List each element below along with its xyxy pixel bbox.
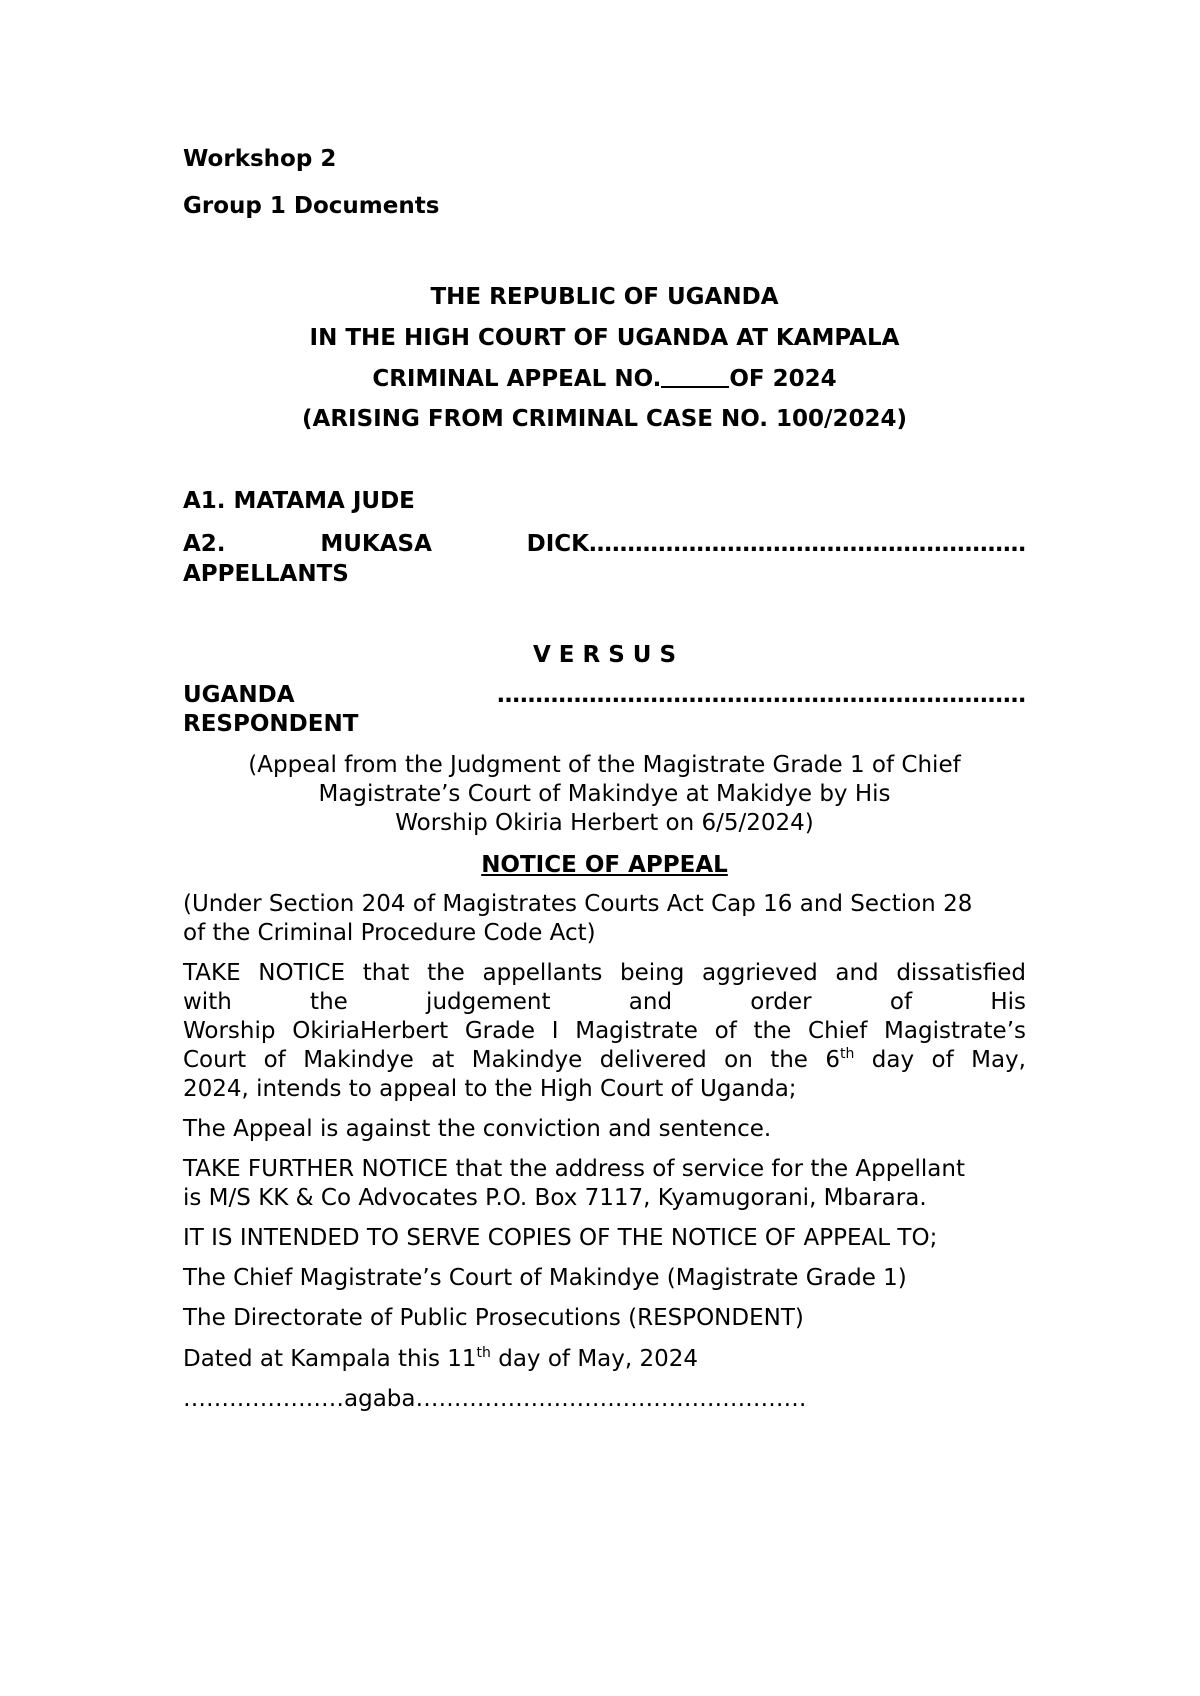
- appeal-from-line-3: Worship Okiria Herbert on 6/5/2024): [395, 810, 814, 836]
- take-notice-line-4-b: day of May,: [854, 1047, 1026, 1073]
- take-notice-line-4-a: Court of Makindye at Makindye delivered on the 6: [183, 1047, 841, 1073]
- appeal-number-suffix: OF 2024: [729, 366, 837, 392]
- appellant-2-row: [183, 531, 1026, 557]
- signature-line: …………………agaba……………………………………………: [183, 1386, 807, 1412]
- serve-recipient-2: The Directorate of Public Prosecutions (RESPONDENT): [183, 1305, 804, 1331]
- dated-text-a: Dated at Kampala this 11: [183, 1346, 477, 1372]
- arising-from: (ARISING FROM CRIMINAL CASE NO. 100/2024): [302, 406, 907, 432]
- appellant-2-first: MUKASA: [320, 531, 432, 557]
- appeal-against: The Appeal is against the conviction and sentence.: [183, 1116, 772, 1142]
- appellant-1: A1. MATAMA JUDE: [183, 488, 415, 514]
- take-notice-line-2: with the judgement and order of His: [183, 989, 1026, 1015]
- group-heading: Group 1 Documents: [183, 193, 440, 219]
- workshop-heading: Workshop 2: [183, 146, 337, 172]
- republic-heading: THE REPUBLIC OF UGANDA: [430, 284, 779, 310]
- versus: V E R S U S: [532, 642, 677, 668]
- under-section-line-2: of the Criminal Procedure Code Act): [183, 920, 596, 946]
- appeal-number-prefix: CRIMINAL APPEAL NO.: [372, 366, 662, 392]
- dated-ordinal: th: [476, 1345, 491, 1361]
- serve-recipient-1: The Chief Magistrate’s Court of Makindye (Magistrate Grade 1): [183, 1265, 907, 1291]
- take-notice-line-3: Worship OkiriaHerbert Grade I Magistrate of the Chief Magistrate’s: [183, 1018, 1026, 1044]
- appeal-number-blank: [661, 366, 729, 388]
- respondent-dots: ……………………………………………………………: [497, 682, 1026, 708]
- further-notice-line-2: is M/S KK & Co Advocates P.O. Box 7117, Kyamugorani, Mbarara.: [183, 1185, 927, 1211]
- appeal-from-line-1: (Appeal from the Judgment of the Magistrate Grade 1 of Chief: [248, 752, 961, 778]
- under-section-line-1: (Under Section 204 of Magistrates Courts Act Cap 16 and Section 28: [183, 891, 973, 917]
- appeal-number: [183, 366, 1026, 392]
- dated-line: [183, 1346, 698, 1372]
- appellant-2-label: A2.: [183, 531, 226, 557]
- appellants-label: APPELLANTS: [183, 561, 349, 587]
- take-notice-ordinal: th: [840, 1046, 855, 1062]
- respondent-name: UGANDA: [183, 682, 295, 708]
- appeal-from-line-2: Magistrate’s Court of Makindye at Makidye by His: [318, 781, 891, 807]
- respondent-row: [183, 682, 1026, 708]
- take-notice-line-4: [183, 1047, 1026, 1073]
- court-heading: IN THE HIGH COURT OF UGANDA AT KAMPALA: [309, 325, 900, 351]
- further-notice-line-1: TAKE FURTHER NOTICE that the address of service for the Appellant: [183, 1156, 965, 1182]
- document-page: [183, 0, 1026, 1696]
- respondent-label: RESPONDENT: [183, 711, 359, 737]
- notice-title-text: NOTICE OF APPEAL: [481, 852, 728, 878]
- dated-text-b: day of May, 2024: [490, 1346, 699, 1372]
- appellant-2-last: DICK…………………………………………………: [526, 531, 1026, 557]
- take-notice-line-5: 2024, intends to appeal to the High Court of Uganda;: [183, 1076, 797, 1102]
- take-notice-line-1: TAKE NOTICE that the appellants being aggrieved and dissatisfied: [183, 960, 1026, 986]
- notice-title: [183, 852, 1026, 878]
- intended-to-serve: IT IS INTENDED TO SERVE COPIES OF THE NOTICE OF APPEAL TO;: [183, 1225, 938, 1251]
